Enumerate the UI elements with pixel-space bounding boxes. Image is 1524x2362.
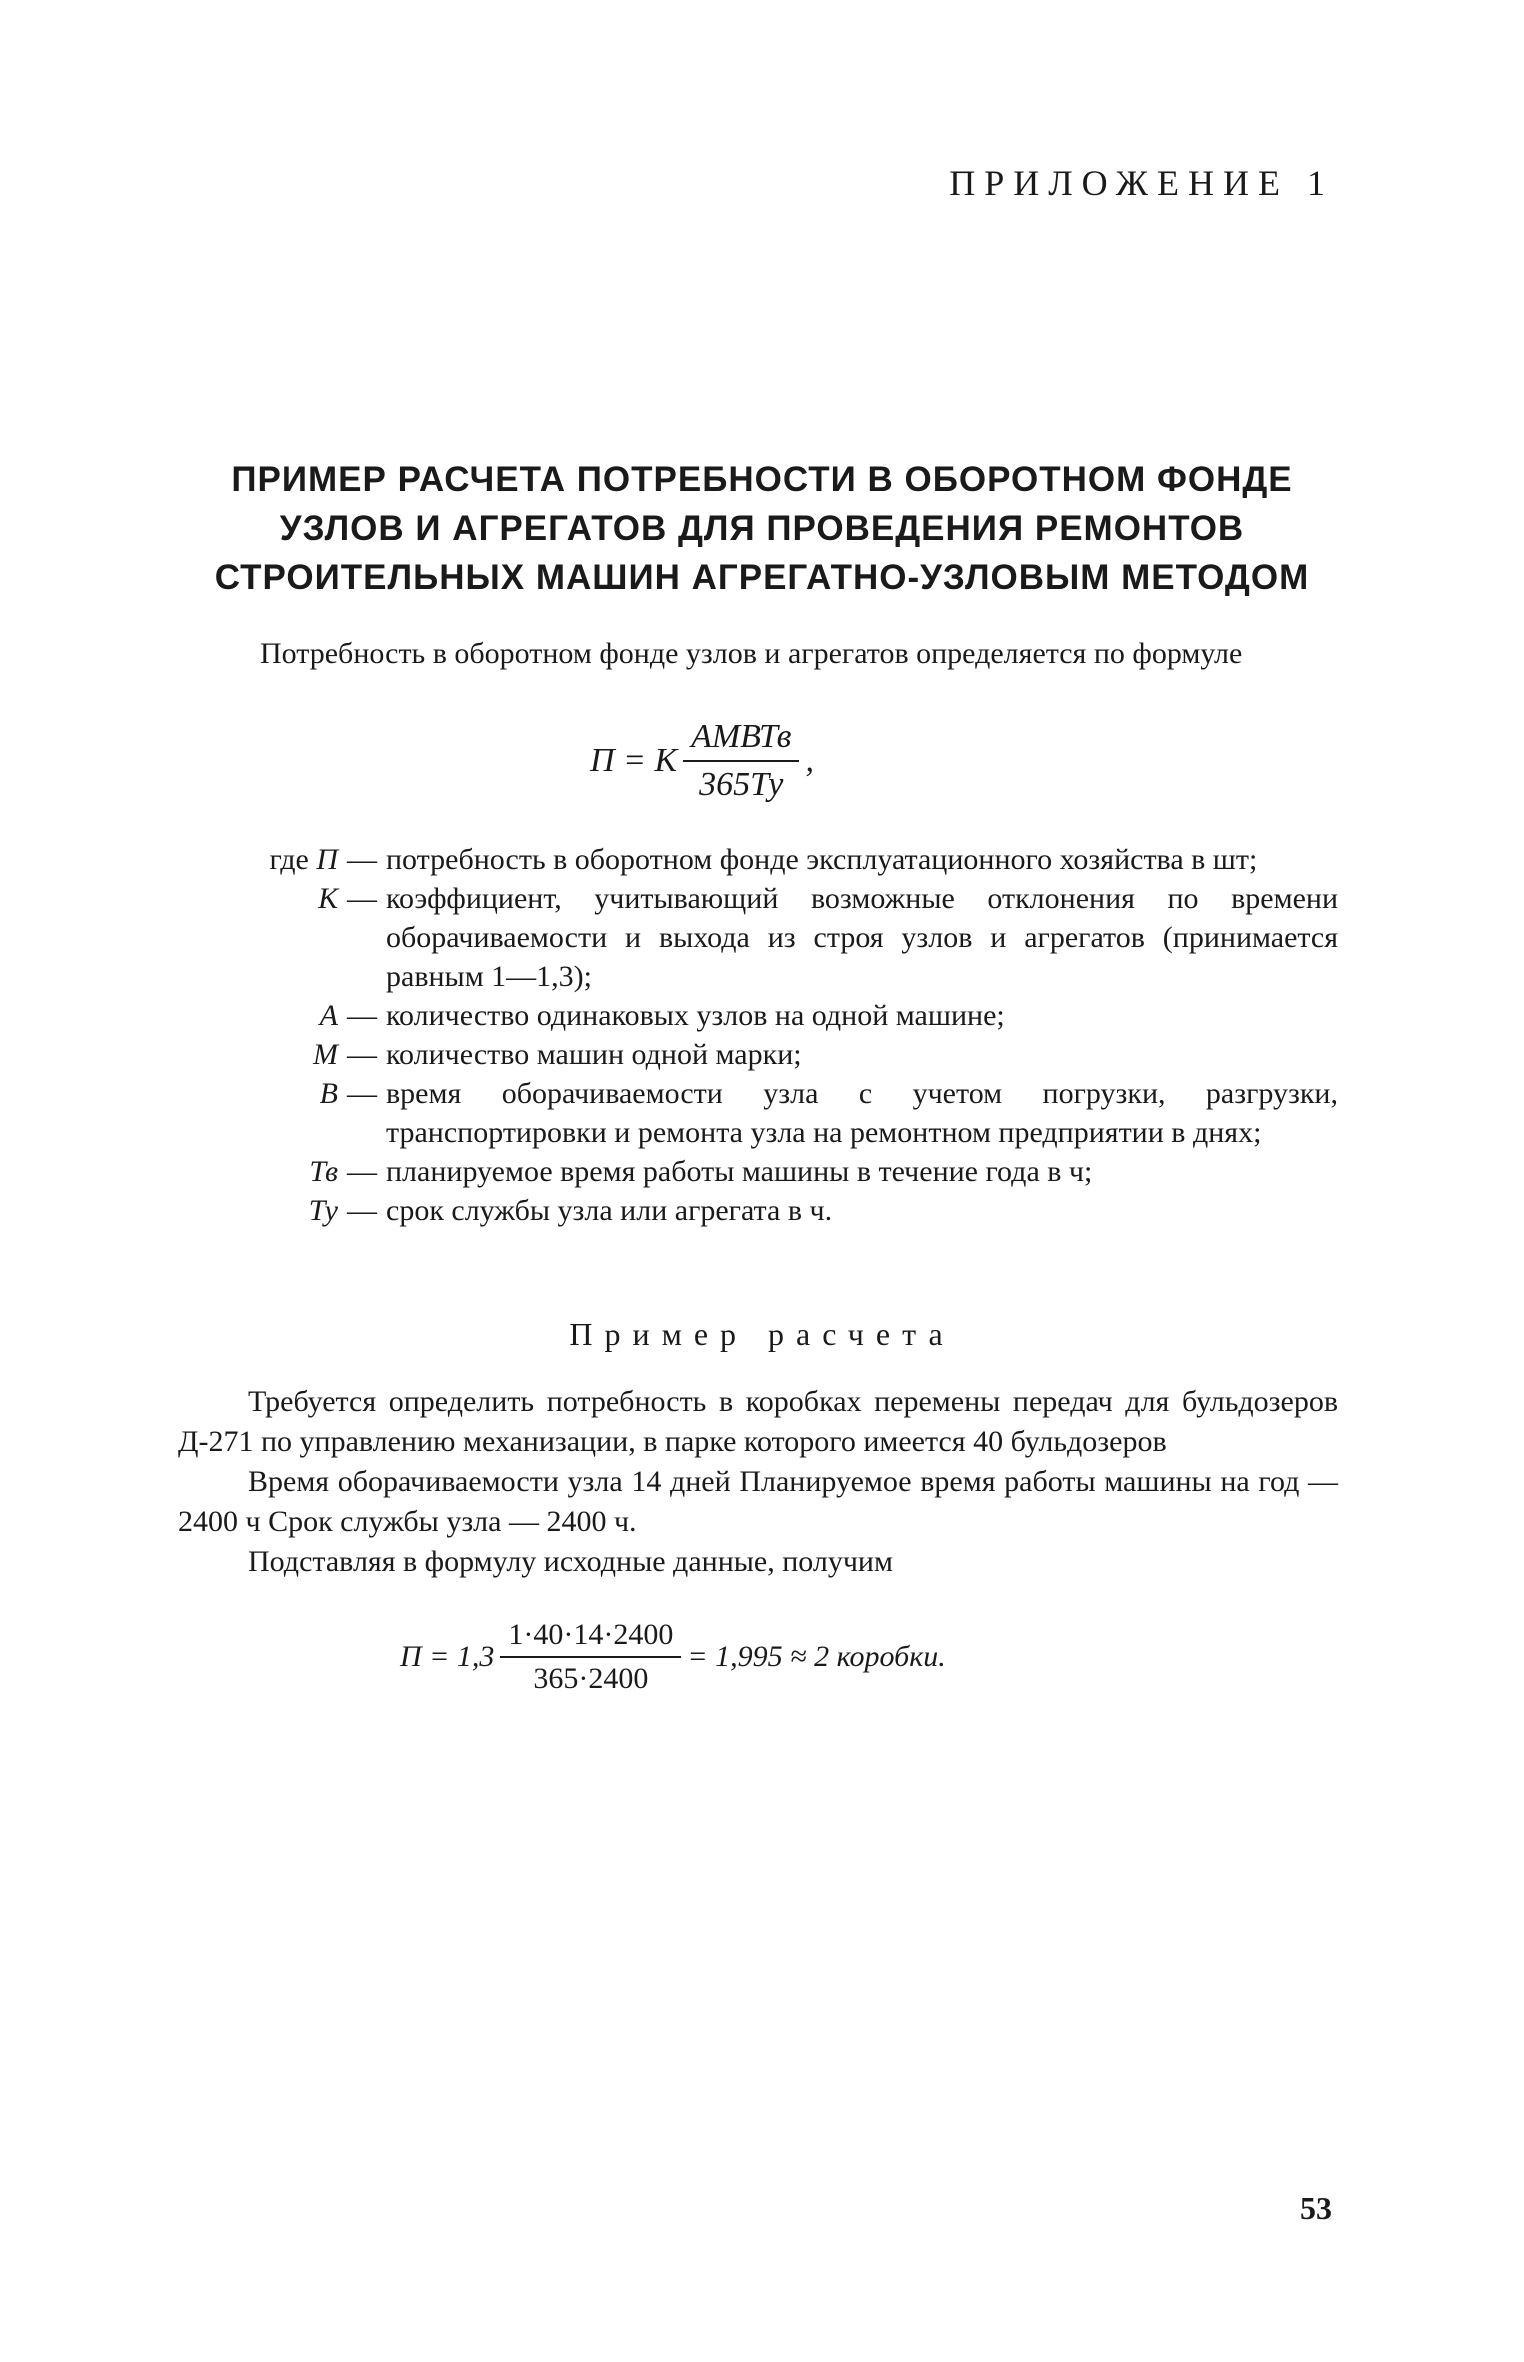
example-subheading: Пример расчета bbox=[569, 1316, 955, 1352]
example-paragraph: Время оборачиваемости узла 14 дней Планируемое время работы машины на год — 2400 ч Срок службы узла — 2400 ч. bbox=[178, 1465, 1338, 1538]
definition-prefix: где bbox=[269, 843, 317, 876]
definition-item bbox=[178, 1152, 1338, 1191]
formula-main-trail: , bbox=[805, 742, 814, 779]
definition-text: количество машин одной марки; bbox=[386, 1038, 802, 1071]
formula-main-fraction bbox=[683, 718, 799, 804]
definition-symbol: К bbox=[318, 882, 338, 915]
definition-item bbox=[178, 1191, 1338, 1230]
formula-example-rhs: = 1,995 ≈ 2 коробки. bbox=[687, 1640, 946, 1673]
definition-text: планируемое время работы машины в течение года в ч; bbox=[386, 1155, 1093, 1188]
definition-item bbox=[178, 996, 1338, 1035]
definition-dash: — bbox=[347, 1038, 377, 1071]
definition-text: количество одинаковых узлов на одной машине; bbox=[386, 999, 1005, 1032]
page-title bbox=[160, 455, 1364, 602]
definition-dash: — bbox=[347, 1194, 377, 1227]
definition-item bbox=[178, 879, 1338, 996]
formula-example-lhs: П = 1,3 bbox=[400, 1640, 495, 1673]
definition-symbol: Тв bbox=[309, 1155, 338, 1188]
definition-dash: — bbox=[347, 1077, 377, 1110]
definition-dash: — bbox=[347, 843, 377, 876]
example-section bbox=[178, 1382, 1338, 1582]
title-line-2: УЗЛОВ И АГРЕГАТОВ ДЛЯ ПРОВЕДЕНИЯ РЕМОНТОВ bbox=[279, 509, 1245, 548]
formula-main-numerator: АМВТв bbox=[683, 718, 799, 762]
definition-text: коэффициент, учитывающий возможные отклонения по времени оборачиваемости и выхода из строя узлов и агрегатов (принимается равным 1—1,3); bbox=[386, 882, 1338, 993]
definition-dash: — bbox=[347, 1155, 377, 1188]
formula-main-lhs: П = К bbox=[590, 742, 678, 779]
definition-symbol: А bbox=[319, 999, 338, 1032]
intro-paragraph: Потребность в оборотном фонде узлов и агрегатов определяется по формуле bbox=[260, 637, 1243, 670]
formula-main bbox=[590, 718, 814, 804]
formula-example-numerator: 1·40·14·2400 bbox=[500, 1618, 681, 1658]
definition-text: срок службы узла или агрегата в ч. bbox=[386, 1194, 833, 1227]
page-number: 53 bbox=[1300, 2190, 1332, 2226]
example-paragraph: Подставляя в формулу исходные данные, получим bbox=[248, 1545, 893, 1578]
title-line-3: СТРОИТЕЛЬНЫХ МАШИН АГРЕГАТНО-УЗЛОВЫМ МЕТОДОМ bbox=[214, 558, 1310, 597]
definition-text: время оборачиваемости узла с учетом погрузки, разгрузки, транспортировки и ремонта узла на ремонтном предприятии в днях; bbox=[386, 1077, 1338, 1149]
definition-symbol: Ту bbox=[308, 1194, 338, 1227]
definition-item bbox=[178, 1074, 1338, 1152]
formula-example bbox=[400, 1618, 946, 1696]
example-paragraph: Требуется определить потребность в коробках перемены передач для бульдозеров Д-271 по управлению механизации, в парке которого имеется 40 бульдозеров bbox=[178, 1385, 1338, 1458]
definition-item bbox=[178, 840, 1338, 879]
formula-example-denominator: 365·2400 bbox=[533, 1662, 649, 1695]
definition-text: потребность в оборотном фонде эксплуатационного хозяйства в шт; bbox=[386, 843, 1258, 876]
definition-dash: — bbox=[347, 999, 377, 1032]
definition-dash: — bbox=[347, 882, 377, 915]
formula-main-denominator: 365Ту bbox=[699, 766, 784, 803]
formula-example-fraction bbox=[500, 1618, 681, 1696]
definition-symbol: М bbox=[313, 1038, 338, 1071]
definition-symbol: П bbox=[316, 843, 338, 876]
appendix-label: ПРИЛОЖЕНИЕ 1 bbox=[949, 163, 1334, 203]
definitions-list bbox=[178, 840, 1338, 1230]
definition-symbol: В bbox=[319, 1077, 338, 1110]
definition-item bbox=[178, 1035, 1338, 1074]
title-line-1: ПРИМЕР РАСЧЕТА ПОТРЕБНОСТИ В ОБОРОТНОМ ФОНДЕ bbox=[231, 460, 1293, 499]
